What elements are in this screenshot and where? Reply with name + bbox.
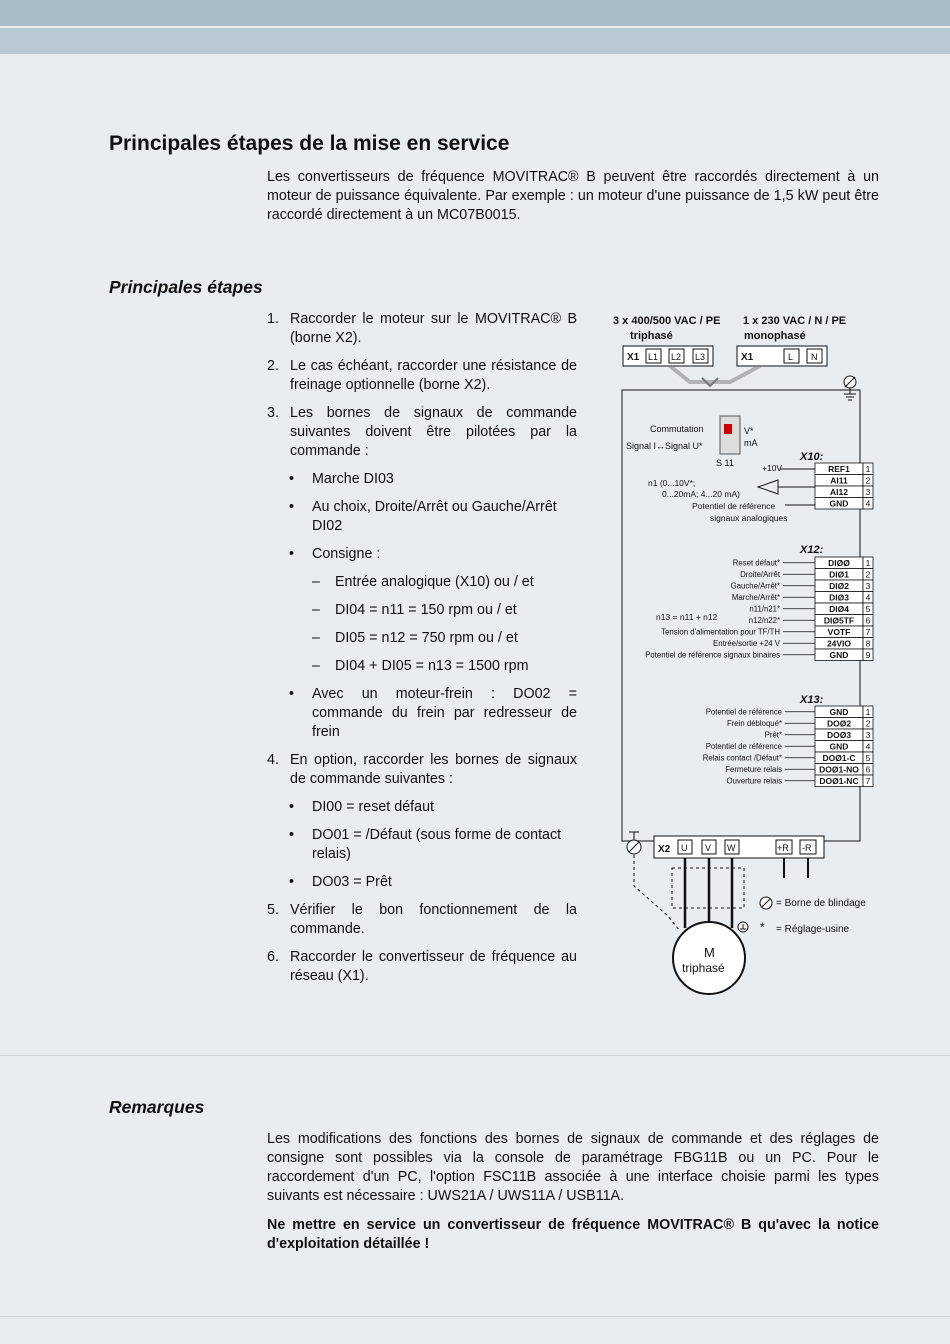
steps-list — [267, 310, 577, 995]
ground-icon — [738, 922, 748, 932]
x12-terminal-number: 2 — [865, 569, 871, 580]
switch-label: Commutation — [650, 424, 704, 434]
legend-shield-text: = Borne de blindage — [776, 898, 866, 909]
dash-mark: – — [312, 658, 320, 674]
x10-terminal-label: REF1 — [828, 464, 850, 474]
x12-terminal-number: 5 — [865, 604, 871, 614]
x10-title: X10: — [800, 451, 824, 463]
x12-terminal-label: DIØ4 — [829, 604, 849, 614]
x12-terminal-number: 7 — [865, 627, 871, 637]
x12-terminal-description: Droite/Arrêt — [740, 570, 780, 579]
x13-terminal-number: 5 — [865, 753, 871, 763]
step-number: 6. — [267, 949, 279, 965]
switch-signal: Signal I↔Signal U* — [626, 441, 703, 451]
x13-terminal-label: GND — [829, 707, 849, 717]
wiring-diagram — [610, 306, 890, 1006]
x10-terminal-number: 3 — [865, 487, 871, 497]
x12-terminal-number: 1 — [865, 558, 871, 568]
item-text: Consigne : — [312, 546, 381, 562]
item-text: Avec un moteur-frein : DO02 = commande du frein par redresseur de frein — [312, 686, 577, 740]
x12-terminal-label: DIØ1 — [829, 569, 849, 580]
bullet-mark: • — [289, 827, 295, 843]
switch-ma: mA — [744, 438, 758, 448]
wiring-diagram-svg — [610, 306, 890, 1006]
switch-s11 — [626, 416, 758, 468]
x13-terminal-label: DOØ2 — [826, 718, 852, 729]
step-number: 5. — [267, 902, 279, 918]
shield-terminal-icon — [844, 376, 856, 400]
remarks-heading: Remarques — [109, 1097, 205, 1117]
item-text: Au choix, Droite/Arrêt ou Gauche/Arrêt DI02 — [312, 499, 557, 534]
legend-shield — [760, 897, 866, 909]
switch-v: V* — [744, 426, 754, 436]
x13-terminal-label: DOØ1-C — [822, 753, 856, 763]
x12-terminal-description: n11/n21* — [749, 604, 780, 614]
item-text: DI04 = n11 = 150 rpm ou / et — [335, 602, 517, 618]
x12-terminal-description: Gauche/Arrêt* — [730, 581, 780, 591]
bullet-mark: • — [289, 799, 295, 815]
x12-title: X12: — [800, 544, 824, 556]
x13-terminal-description: Fermeture relais — [725, 765, 782, 774]
list-item — [267, 545, 577, 564]
x13-terminal-description: Potentiel de référence — [705, 742, 782, 751]
x10-desc-range: 0...20mA; 4...20 mA) — [662, 489, 740, 499]
step-3 — [267, 404, 577, 461]
list-item — [267, 601, 577, 620]
bullet-mark: • — [289, 686, 295, 702]
step-number: 3. — [267, 405, 279, 421]
item-text: DO03 = Prêt — [312, 874, 392, 890]
terminal-l: L — [788, 352, 794, 362]
x10-terminal-number: 4 — [865, 498, 871, 509]
motor — [673, 922, 745, 994]
terminal-plus-r: +R — [777, 843, 789, 853]
supply-1ph-label: 1 x 230 VAC / N / PE — [743, 315, 847, 327]
x13-terminal-label: GND — [829, 741, 849, 752]
x13-terminal-number: 2 — [865, 718, 871, 729]
x12-terminal-description: Tension d'alimentation pour TF/TH — [661, 627, 780, 637]
x12-terminal-label: DIØØ — [828, 558, 850, 568]
x12-terminal-number: 4 — [865, 592, 871, 603]
step-2 — [267, 357, 577, 395]
list-item — [267, 685, 577, 742]
x2-label: X2 — [658, 844, 671, 855]
list-item — [267, 798, 577, 817]
x12-terminal-label: VOTF — [827, 627, 851, 637]
x13-terminal-number: 6 — [865, 764, 871, 775]
step-5 — [267, 901, 577, 939]
n13-label: n13 = n11 + n12 — [656, 612, 718, 622]
x13-terminal-description: Relais contact /Défaut* — [702, 753, 782, 763]
motor-label: M — [704, 945, 715, 960]
header-band-secondary — [0, 28, 950, 54]
list-item — [267, 873, 577, 892]
terminal-w: W — [727, 843, 736, 853]
x12-terminal-description: Marche/Arrêt* — [731, 593, 780, 602]
x13-terminal-label: DOØ3 — [826, 730, 852, 740]
step-text: Raccorder le convertisseur de fréquence au réseau (X1). — [290, 949, 577, 984]
x13-terminal-description: Prêt* — [764, 730, 782, 740]
dash-mark: – — [312, 602, 320, 618]
step-text: Vérifier le bon fonctionnement de la commande. — [290, 902, 577, 937]
x13-title: X13: — [800, 694, 824, 706]
x13-terminal-label: DOØ1-NC — [819, 776, 859, 786]
x2-terminal-block — [654, 836, 824, 858]
list-item — [267, 629, 577, 648]
step-text: Le cas échéant, raccorder une résistance de freinage optionnelle (borne X2). — [290, 358, 577, 393]
x10-desc-ref: Potentiel de référence — [692, 501, 776, 511]
x10-terminal-label: GND — [829, 498, 849, 509]
x13-terminal-number: 1 — [865, 707, 871, 717]
x1-1ph-terminal — [737, 346, 827, 366]
x12-terminal-label: DIØ2 — [829, 581, 849, 591]
step-number: 2. — [267, 358, 279, 374]
terminal-n: N — [811, 352, 818, 362]
step-text: Les bornes de signaux de commande suivantes doivent être pilotées par la commande : — [290, 405, 577, 459]
x12-terminal-label: GND — [829, 650, 849, 660]
x1-label: X1 — [741, 352, 754, 363]
x12-terminal-number: 6 — [865, 615, 871, 626]
footer-divider — [0, 1316, 950, 1317]
x10-terminal-number: 1 — [865, 464, 871, 474]
x2-shield-icon — [627, 832, 641, 854]
x13-terminal-number: 3 — [865, 730, 871, 740]
remarks-paragraph: Les modifications des fonctions des bornes de signaux de commande et des réglages de consigne sont possibles via la console de paramétrage FBG11B ou un PC. Pour le raccordement d'un PC, l'option FSC11B associée à une interface choisie parmi les types suivants est nécessaire : UWS21A / UWS11A / USB11A. — [267, 1131, 879, 1204]
legend-star-symbol: * — [760, 920, 765, 934]
x12-terminal-number: 9 — [865, 650, 871, 660]
item-text: DI00 = reset défaut — [312, 799, 434, 815]
x12-terminal-label: DIØ5TF — [823, 615, 855, 626]
x13-terminal-description: Potentiel de référence — [705, 707, 782, 717]
list-item — [267, 470, 577, 489]
page-title: Principales étapes de la mise en service — [109, 132, 510, 155]
x12-terminal-block — [645, 557, 873, 661]
x12-terminal-description: Reset défaut* — [732, 558, 780, 568]
x1-label: X1 — [627, 352, 640, 363]
x12-terminal-description: n12/n22* — [748, 616, 780, 625]
x1-3ph-terminal — [623, 346, 713, 366]
dash-mark: – — [312, 574, 320, 590]
x10-desc-n1: n1 (0...10V*; — [648, 478, 696, 488]
list-item — [267, 657, 577, 676]
x12-terminal-label: DIØ3 — [829, 592, 849, 603]
supply-3ph-label: 3 x 400/500 VAC / PE — [613, 315, 721, 327]
x13-terminal-number: 4 — [865, 741, 871, 752]
header-band — [0, 0, 950, 26]
bullet-mark: • — [289, 546, 295, 562]
x12-terminal-label: 24VIO — [826, 638, 852, 649]
step-1 — [267, 310, 577, 348]
x12-terminal-number: 8 — [865, 638, 871, 649]
x13-terminal-number: 7 — [865, 776, 871, 786]
terminal-l3: L3 — [695, 352, 706, 362]
terminal-u: U — [681, 843, 688, 853]
x10-terminal-block — [815, 463, 873, 509]
step-number: 1. — [267, 311, 279, 327]
x10-terminal-number: 2 — [865, 475, 871, 486]
step-4 — [267, 751, 577, 789]
step-text: En option, raccorder les bornes de signaux de commande suivantes : — [290, 752, 577, 787]
list-item — [267, 498, 577, 536]
list-item — [267, 573, 577, 592]
terminal-l1: L1 — [648, 352, 659, 362]
item-text: DI05 = n12 = 750 rpm ou / et — [335, 630, 518, 646]
x12-terminal-description: Entrée/sortie +24 V — [713, 639, 780, 648]
item-text: DO01 = /Défaut (sous forme de contact relais) — [312, 827, 562, 862]
step-6 — [267, 948, 577, 986]
x12-terminal-number: 3 — [865, 581, 871, 591]
dash-mark: – — [312, 630, 320, 646]
list-item — [267, 826, 577, 864]
x10-terminal-label: AI12 — [830, 487, 848, 497]
supply-3ph-sub: triphasé — [630, 330, 673, 342]
x13-terminal-label: DOØ1-NO — [819, 764, 859, 775]
legend-star — [760, 920, 850, 935]
section-divider — [0, 1055, 950, 1056]
remarks-warning: Ne mettre en service un convertisseur de fréquence MOVITRAC® B qu'avec la notice d'exploitation détaillée ! — [267, 1217, 879, 1252]
bullet-mark: • — [289, 471, 295, 487]
bullet-mark: • — [289, 874, 295, 890]
bullet-mark: • — [289, 499, 295, 515]
steps-heading: Principales étapes — [109, 277, 263, 297]
x10-desc-10v: +10V — [762, 463, 783, 473]
item-text: Marche DI03 — [312, 471, 394, 487]
x13-terminal-block — [703, 706, 873, 787]
terminal-l2: L2 — [671, 352, 682, 362]
remarks-body — [267, 1130, 879, 1264]
supply-1ph-sub: monophasé — [744, 330, 806, 342]
step-number: 4. — [267, 752, 279, 768]
intro-paragraph: Les convertisseurs de fréquence MOVITRAC® B peuvent être raccordés directement à un moteur de puissance équivalente. Par exemple : un moteur d'une puissance de 1,5 kW peut être raccordé directement à un MC07B0015. — [267, 169, 879, 223]
terminal-v: V — [705, 843, 712, 853]
x13-terminal-description: Frein débloqué* — [726, 719, 782, 728]
x12-terminal-description: Potentiel de référence signaux binaires — [645, 650, 780, 660]
x13-terminal-description: Ouverture relais — [726, 776, 782, 786]
x10-desc-analog: signaux analogiques — [710, 513, 788, 523]
terminal-minus-r: -R — [802, 843, 812, 853]
item-text: Entrée analogique (X10) ou / et — [335, 574, 534, 590]
x10-terminal-label: AI11 — [830, 475, 848, 486]
legend-star-text: = Réglage-usine — [776, 924, 850, 935]
motor-sub-label: triphasé — [682, 961, 725, 975]
item-text: DI04 + DI05 = n13 = 1500 rpm — [335, 658, 529, 674]
step-text: Raccorder le moteur sur le MOVITRAC® B (borne X2). — [290, 311, 577, 346]
switch-s11-label: S 11 — [716, 458, 734, 468]
